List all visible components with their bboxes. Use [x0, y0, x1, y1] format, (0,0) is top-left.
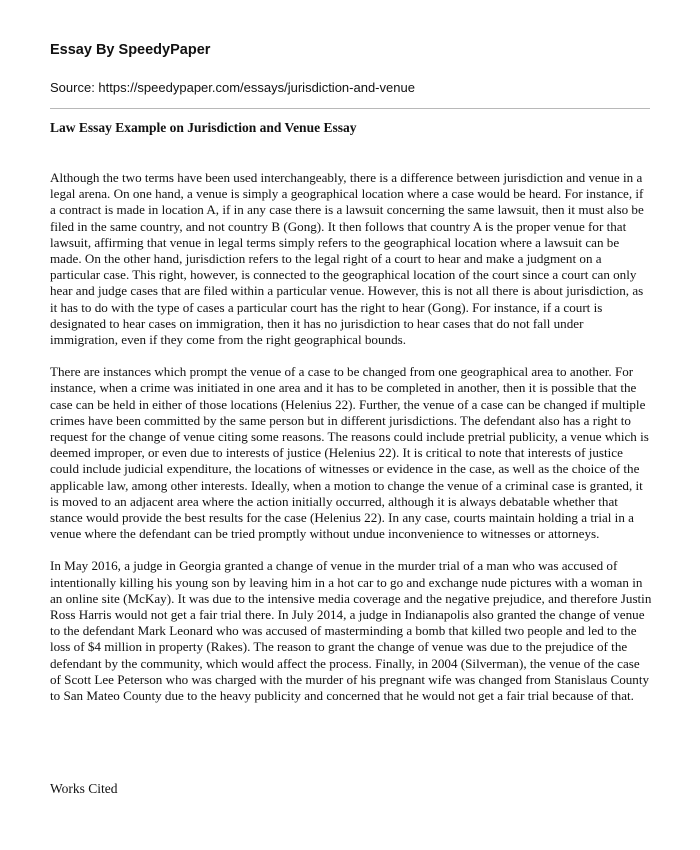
header-divider — [50, 108, 650, 109]
site-title: Essay By SpeedyPaper — [50, 42, 211, 58]
document-header — [50, 42, 650, 95]
paragraph-1: Although the two terms have been used interchangeably, there is a difference between jurisdiction and venue in a legal arena. On one hand, a venue is simply a geographical location where a case would be heard. For instance, if a contract is made in location A, if in any case there is a lawsuit concerning the same lawsuit, then it must also be filed in the same country, and not country B (Gong). It then follows that country A is the proper venue for that lawsuit, affirming that venue in legal terms simply refers to the geographical location where a lawsuit can be made. On the other hand, jurisdiction refers to the legal right of a court to hear and make a judgment on a particular case. This right, however, is connected to the geographical location of the court since a court can only hear and judge cases that are filed within a particular venue. However, this is not all there is about jurisdiction, as it has to do with the type of cases a particular court has the right to hear (Gong). For instance, if a court is designated to hear cases on immigration, then it has no jurisdiction to hear cases that do not fall under immigration, even if they come from the right geographical bounds. — [50, 170, 644, 348]
works-cited-heading: Works Cited — [50, 781, 118, 796]
paragraph-3: In May 2016, a judge in Georgia granted a change of venue in the murder trial of a man who was accused of intentionally killing his young son by leaving him in a hot car to go and exchange nude pictures with a woman in an online site (McKay). It was due to the intensive media coverage and the negative prejudice, and therefore Justin Ross Harris would not get a fair trial there. In July 2014, a judge in Indianapolis also granted the change of venue to the defendant Mark Leonard who was accused of masterminding a bomb that killed two people and led to the loss of $4 million in property (Rakes). The reason to grant the change of venue was due to the prejudice of the defendant by the community, which would affect the process. Finally, in 2004 (Silverman), the venue of the case of Scott Lee Peterson who was charged with the murder of his pregnant wife was changed from Stanislaus County to San Mateo County due to the heavy publicity and concerned that he would not get a fair trial because of that. — [50, 558, 652, 704]
essay-title: Law Essay Example on Jurisdiction and Venue Essay — [50, 120, 357, 135]
essay-body — [50, 170, 652, 720]
paragraph-2: There are instances which prompt the venue of a case to be changed from one geographical area to another. For instance, when a crime was initiated in one area and it has to be completed in another, then it is possible that the case can be held in either of those locations (Helenius 22). Further, the venue of a case can be changed if multiple crimes have been committed by the same person but in different jurisdictions. The defendant also has a right to request for the change of venue citing some reasons. The reasons could include pretrial publicity, a venue which is deemed improper, or even due to interests of justice (Helenius 22). It is critical to note that interests of justice could include judicial expenditure, the locations of witnesses or evidence in the case, as well as the choice of the applicable law, among other interests. Ideally, when a motion to change the venue of a criminal case is granted, it is moved to an adjacent area where the action initially occurred, although it is always debatable whether that stance would provide the best results for the case (Helenius 22). In any case, courts maintain holding a trial in a venue where the defendant can be tried promptly without undue inconvenience to witnesses or attorneys. — [50, 364, 649, 542]
source-line: Source: https://speedypaper.com/essays/jurisdiction-and-venue — [50, 80, 415, 95]
